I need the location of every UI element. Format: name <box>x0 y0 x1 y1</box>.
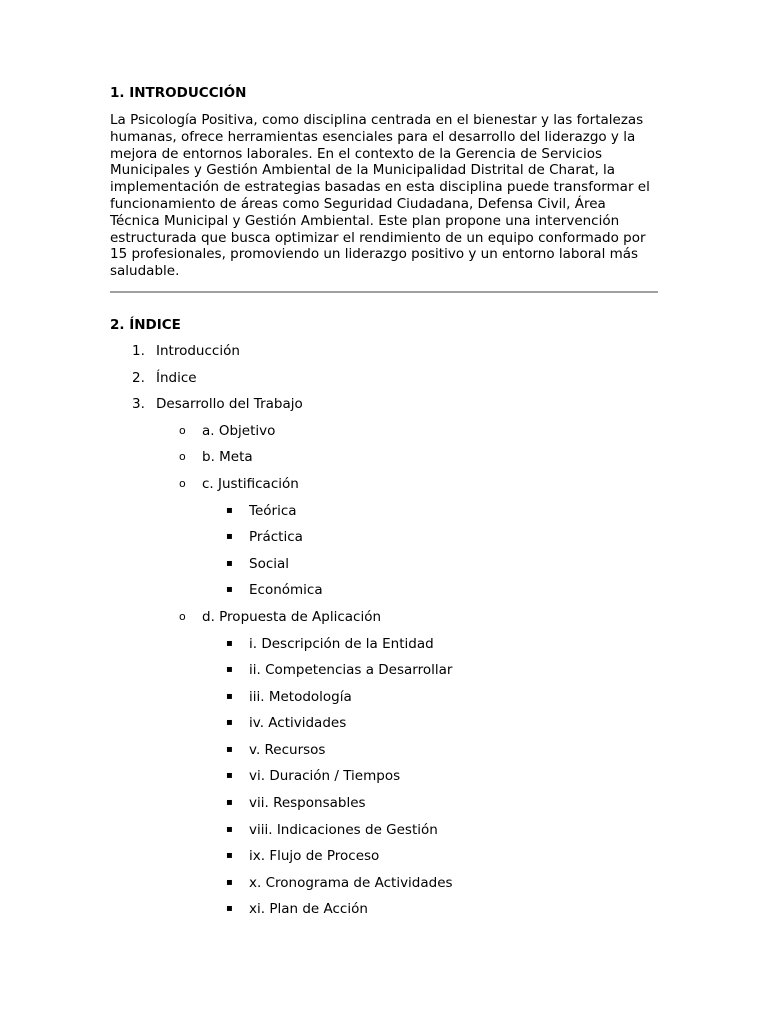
toc-item-label: Índice <box>156 369 197 386</box>
introduction-paragraph: La Psicología Positiva, como disciplina centrada en el bienestar y las fortalezas humanas, ofrece herramientas esenciales para el desarrollo del liderazgo y la mejora de entornos laborales. En el contexto de la Gerencia de Servicios Municipales y Gestión Ambiental de la Municipalidad Distrital de Charat, la implementación de estrategias basadas en esta disciplina puede transformar el funcionamiento de áreas como Seguridad Ciudadana, Defensa Civil, Área Técnica Municipal y Gestión Ambiental. Este plan propone una intervención estructurada que busca optimizar el rendimiento de un equipo conformado por 15 profesionales, promoviendo un liderazgo positivo y un entorno laboral más saludable. <box>110 112 650 280</box>
toc-item <box>110 710 658 737</box>
toc-item-label: v. Recursos <box>249 741 326 758</box>
toc-item-label: i. Descripción de la Entidad <box>249 635 434 652</box>
toc-item-label: ix. Flujo de Proceso <box>249 848 380 865</box>
list-bullet: ▪ <box>226 850 233 862</box>
toc-item-label: iii. Metodología <box>249 688 352 705</box>
list-bullet: o <box>179 450 186 464</box>
list-bullet: ▪ <box>226 717 233 729</box>
toc-item <box>110 790 658 817</box>
list-bullet: ▪ <box>226 903 233 915</box>
toc-item <box>110 657 658 684</box>
toc-item-label: Teórica <box>249 502 297 519</box>
list-bullet: ▪ <box>226 823 233 835</box>
toc-item <box>110 843 658 870</box>
list-bullet: ▪ <box>226 664 233 676</box>
toc-item-label: b. Meta <box>202 449 253 466</box>
toc-item-label: viii. Indicaciones de Gestión <box>249 821 438 838</box>
toc-item-label: d. Propuesta de Aplicación <box>202 608 382 625</box>
toc-item <box>110 524 658 551</box>
toc-item <box>110 551 658 578</box>
list-bullet: o <box>179 423 186 437</box>
document-page <box>110 84 658 923</box>
toc-item <box>110 737 658 764</box>
list-bullet: ▪ <box>226 770 233 782</box>
toc-item <box>110 896 658 923</box>
toc-item <box>110 631 658 658</box>
table-of-contents <box>110 338 658 923</box>
list-number: 2. <box>132 369 145 386</box>
list-number: 1. <box>132 342 145 359</box>
list-number: 3. <box>132 396 145 413</box>
toc-item <box>110 418 658 445</box>
toc-item-label: Introducción <box>156 342 240 359</box>
list-bullet: ▪ <box>226 876 233 888</box>
list-bullet: ▪ <box>226 797 233 809</box>
list-bullet: ▪ <box>226 637 233 649</box>
toc-item-label: Económica <box>249 582 323 599</box>
toc-item <box>110 471 658 498</box>
list-bullet: ▪ <box>226 557 233 569</box>
toc-item-label: Social <box>249 555 290 572</box>
toc-item-label: a. Objetivo <box>202 422 276 439</box>
toc-item <box>110 604 658 631</box>
introduction-heading: 1. INTRODUCCIÓN <box>110 85 247 101</box>
toc-item-label: c. Justificación <box>202 475 299 492</box>
toc-item <box>110 870 658 897</box>
index-heading: 2. ÍNDICE <box>110 316 181 333</box>
toc-item-label: vii. Responsables <box>249 795 366 812</box>
toc-item <box>110 577 658 604</box>
toc-item <box>110 684 658 711</box>
toc-item-label: Desarrollo del Trabajo <box>156 396 303 413</box>
list-bullet: o <box>179 609 186 623</box>
toc-item <box>110 444 658 471</box>
list-bullet: ▪ <box>226 743 233 755</box>
section-divider <box>110 291 658 293</box>
toc-item-label: iv. Actividades <box>249 715 347 732</box>
toc-item-label: vi. Duración / Tiempos <box>249 768 401 785</box>
toc-item <box>110 763 658 790</box>
list-bullet: o <box>179 476 186 490</box>
list-bullet: ▪ <box>226 504 233 516</box>
toc-item <box>110 365 658 392</box>
toc-item <box>110 391 658 418</box>
toc-item-label: ii. Competencias a Desarrollar <box>249 662 453 679</box>
list-bullet: ▪ <box>226 584 233 596</box>
toc-item <box>110 338 658 365</box>
toc-item <box>110 817 658 844</box>
list-bullet: ▪ <box>226 531 233 543</box>
toc-item-label: x. Cronograma de Actividades <box>249 874 453 891</box>
toc-item-label: xi. Plan de Acción <box>249 901 368 918</box>
list-bullet: ▪ <box>226 690 233 702</box>
toc-item <box>110 498 658 525</box>
toc-item-label: Práctica <box>249 529 303 546</box>
